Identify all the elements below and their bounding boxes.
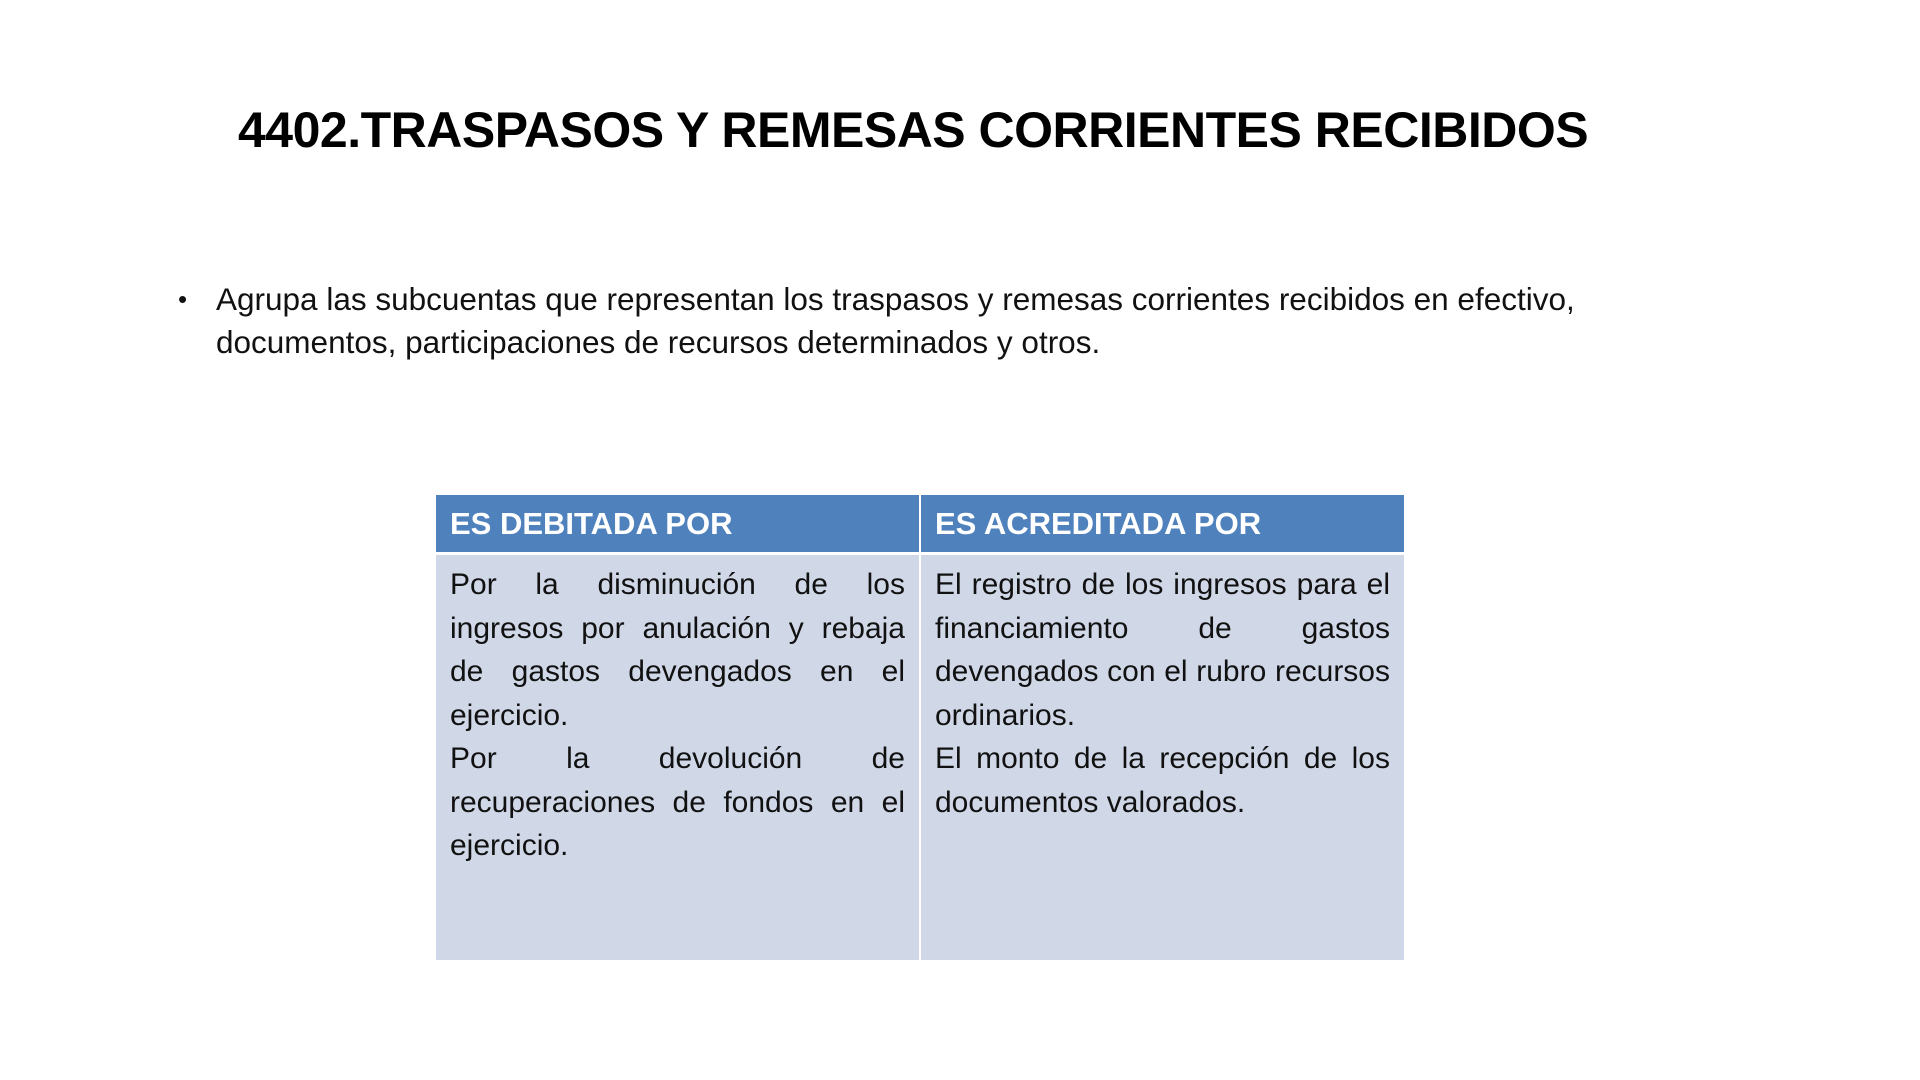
debit-credit-table bbox=[436, 495, 1404, 960]
table-header-row bbox=[436, 495, 1404, 554]
debit-cell bbox=[436, 554, 920, 961]
credit-entry-2: El monto de la recepción de los documentos valorados. bbox=[935, 742, 1390, 819]
bullet-item bbox=[178, 278, 1648, 364]
credit-entry-1: El registro de los ingresos para el financiamiento de gastos devengados con el rubro recursos ordinarios. bbox=[935, 568, 1390, 732]
credit-cell bbox=[920, 554, 1404, 961]
debit-entry-1: Por la disminución de los ingresos por anulación y rebaja de gastos devengados en el ejercicio. bbox=[450, 568, 905, 732]
bullet-text: Agrupa las subcuentas que representan los traspasos y remesas corrientes recibidos en efectivo, documentos, participaciones de recursos determinados y otros. bbox=[216, 281, 1575, 360]
bullet-list bbox=[178, 278, 1648, 364]
credit-column-header: ES ACREDITADA POR bbox=[920, 495, 1404, 554]
bullet-dot-icon: • bbox=[178, 284, 188, 314]
debit-column-header: ES DEBITADA POR bbox=[436, 495, 920, 554]
slide-title: 4402.TRASPASOS Y REMESAS CORRIENTES RECIBIDOS bbox=[238, 102, 1589, 158]
debit-entry-2: Por la devolución de recuperaciones de fondos en el ejercicio. bbox=[450, 742, 905, 862]
table-row bbox=[436, 554, 1404, 961]
